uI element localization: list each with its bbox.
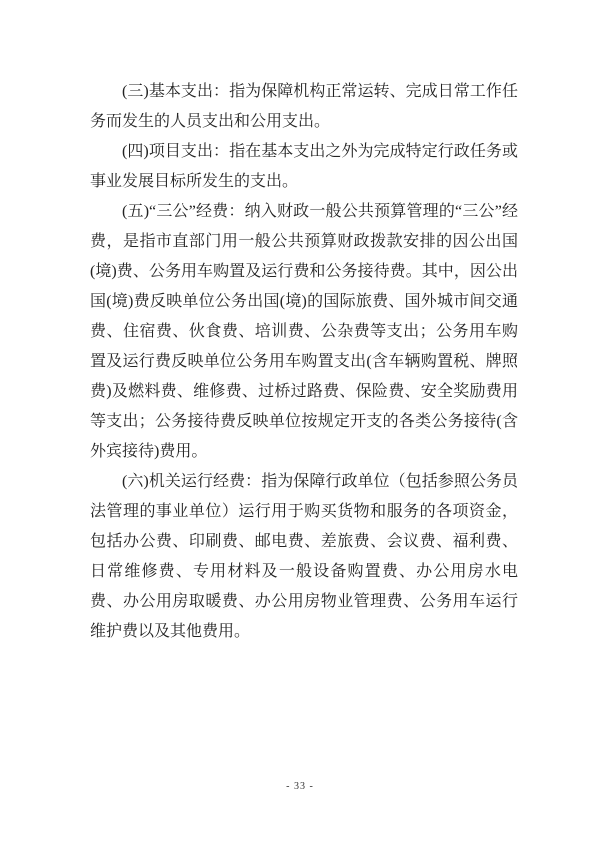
page-number: - 33 -	[286, 781, 314, 792]
document-body	[90, 77, 518, 647]
paragraph-agency-operating-funds: (六)机关运行经费：指为保障行政单位（包括参照公务员法管理的事业单位）运行用于购买货物和服务的各项资金，包括办公费、印刷费、邮电费、差旅费、会议费、福利费、日常维修费、专用材料及一般设备购置费、办公用房水电费、办公用房取暖费、办公用房物业管理费、公务用车运行维护费以及其他费用。	[90, 473, 518, 640]
paragraph-project-expenditure: (四)项目支出：指在基本支出之外为完成特定行政任务或事业发展目标所发生的支出。	[90, 143, 518, 190]
paragraph-three-public-funds: (五)“三公”经费：纳入财政一般公共预算管理的“三公”经费，是指市直部门用一般公共预算财政拨款安排的因公出国(境)费、公务用车购置及运行费和公务接待费。其中，因公出国(境)费反映单位公务出国(境)的国际旅费、国外城市间交通费、住宿费、伙食费、培训费、公杂费等支出；公务用车购置及运行费反映单位公务用车购置支出(含车辆购置税、牌照费)及燃料费、维修费、过桥过路费、保险费、安全奖励费用等支出；公务接待费反映单位按规定开支的各类公务接待(含外宾接待)费用。	[90, 203, 518, 460]
page-footer	[0, 781, 600, 793]
paragraph-basic-expenditure: (三)基本支出：指为保障机构正常运转、完成日常工作任务而发生的人员支出和公用支出。	[90, 83, 518, 130]
